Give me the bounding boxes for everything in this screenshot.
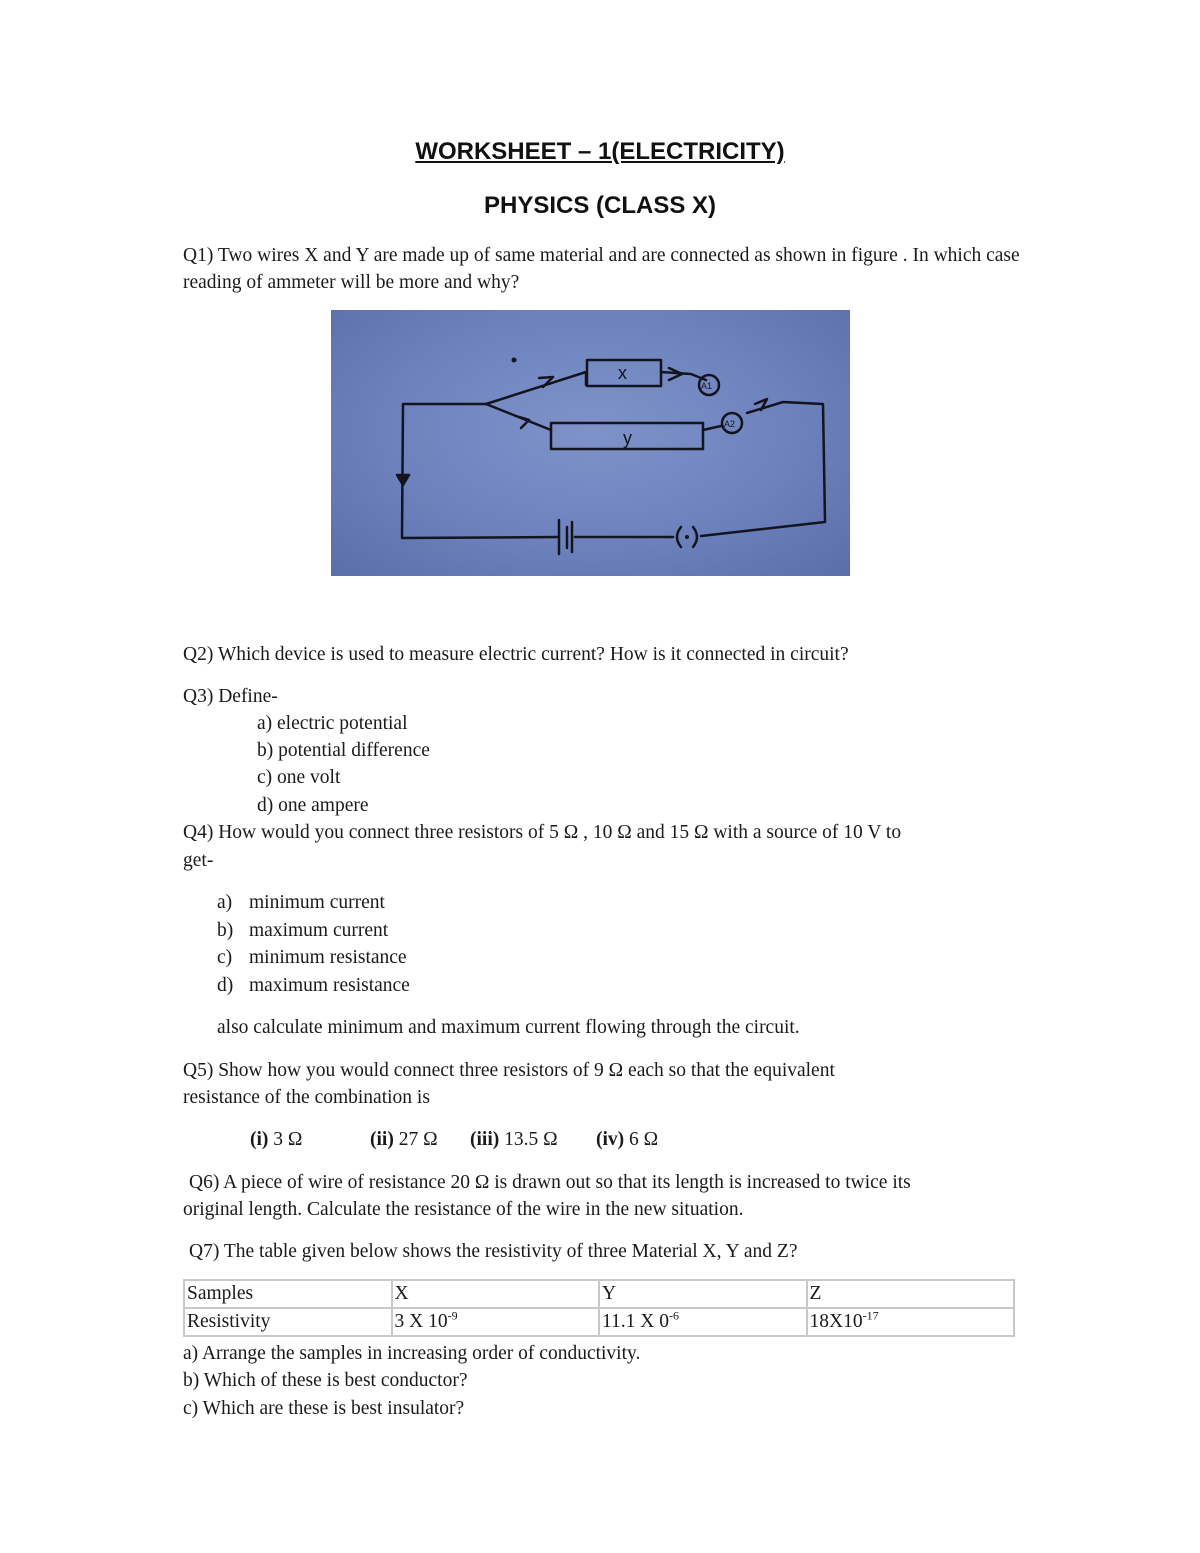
question-6-cont: original length. Calculate the resistance of the wire in the new situation. [183, 1199, 744, 1220]
question-5-cont: resistance of the combination is [183, 1087, 430, 1108]
q3-item: c) one volt [257, 767, 341, 788]
table-row [184, 1308, 1014, 1336]
table-header-cell: Z [807, 1280, 1015, 1308]
q5-option: (ii) 27 Ω [370, 1129, 438, 1150]
table-cell: Resistivity [184, 1308, 392, 1336]
ammeter-a1-label: A1 [701, 381, 713, 391]
arrow-icon [519, 417, 529, 428]
dot-mark [512, 358, 517, 363]
battery-icon [559, 520, 572, 554]
q4-item: b) maximum current [217, 920, 389, 941]
question-4-cont: get- [183, 850, 214, 871]
q4-item: d) maximum resistance [217, 975, 410, 996]
question-3: Q3) Define- [183, 686, 278, 707]
q7-item: c) Which are these is best insulator? [183, 1398, 465, 1419]
q5-option: (iv) 6 Ω [596, 1129, 659, 1150]
circuit-wire-right [701, 402, 825, 536]
worksheet-title: WORKSHEET – 1(ELECTRICITY) [415, 138, 785, 165]
resistor-x-label: x [618, 363, 627, 383]
q7-item: b) Which of these is best conductor? [183, 1370, 468, 1391]
question-5: Q5) Show how you would connect three resistors of 9 Ω each so that the equivalent [183, 1060, 835, 1081]
table-cell: 11.1 X $0^{-6}$ [599, 1308, 807, 1336]
ammeter-a2-label: A2 [724, 419, 736, 429]
question-7: Q7) The table given below shows the resistivity of three Material X, Y and Z? [189, 1241, 798, 1262]
question-2: Q2) Which device is used to measure electric current? How is it connected in circuit? [183, 644, 849, 665]
q3-item: a) electric potential [257, 713, 408, 734]
table-row [184, 1280, 1014, 1308]
q4-item: a) minimum current [217, 892, 385, 913]
question-6: Q6) A piece of wire of resistance 20 Ω is drawn out so that its length is increased to twice its [189, 1172, 911, 1193]
q5-option: (i) 3 Ω [250, 1129, 303, 1150]
key-dot [685, 535, 689, 539]
circuit-figure [331, 310, 850, 576]
question-4: Q4) How would you connect three resistors of 5 Ω , 10 Ω and 15 Ω with a source of 10 V to [183, 822, 902, 843]
table-header-cell: Samples [184, 1280, 392, 1308]
circuit-diagram [331, 310, 850, 576]
q7-item: a) Arrange the samples in increasing order of conductivity. [183, 1343, 641, 1364]
q5-option: (iii) 13.5 Ω [470, 1129, 558, 1150]
table-header-cell: Y [599, 1280, 807, 1308]
resistivity-table [183, 1279, 1015, 1337]
resistor-y-label: y [623, 428, 632, 448]
table-header-cell: X [392, 1280, 600, 1308]
q4-item: c) minimum resistance [217, 947, 407, 968]
q3-item: b) potential difference [257, 740, 430, 761]
q4-note: also calculate minimum and maximum current flowing through the circuit. [217, 1017, 800, 1038]
q3-item: d) one ampere [257, 795, 369, 816]
table-cell: $18X10^{-17}$ [807, 1308, 1015, 1336]
worksheet-subtitle: PHYSICS (CLASS X) [483, 192, 717, 219]
table-cell: 3 X $10^{-9}$ [392, 1308, 600, 1336]
arrow-icon [397, 475, 409, 485]
q5-options [250, 1126, 658, 1153]
question-1: Q1) Two wires X and Y are made up of same material and are connected as shown in figure . In which case reading of ammeter will be more and why? [183, 245, 1020, 293]
